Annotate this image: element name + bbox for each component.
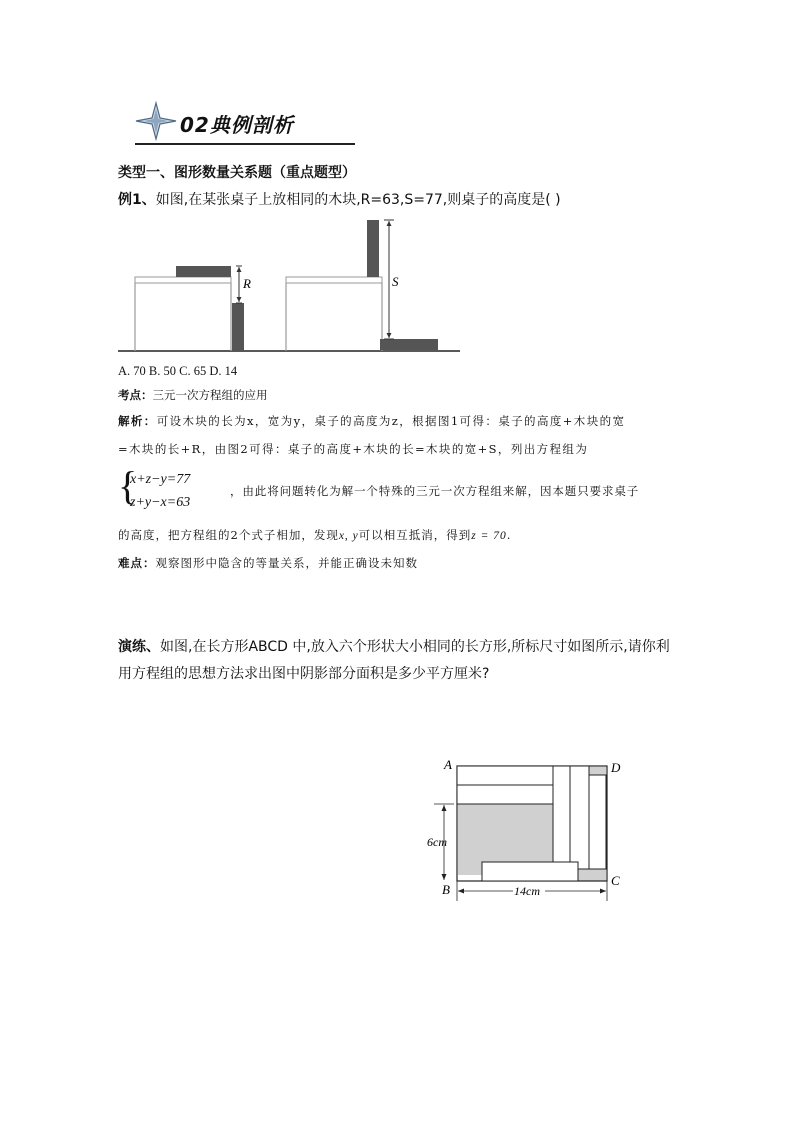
example1-figure <box>118 215 463 355</box>
equation-brace: { <box>118 463 138 508</box>
nandian-label: 难点： <box>118 556 156 570</box>
compass-star-icon <box>134 101 178 141</box>
nandian-text: 观察图形中隐含的等量关系，并能正确设未知数 <box>155 556 418 570</box>
equation-line-1: x+z−y=77 <box>130 472 191 487</box>
example1-question: 如图,在某张桌子上放相同的木块,R=63,S=77,则桌子的高度是( ) <box>155 192 561 208</box>
kaodian-text: 三元一次方程组的应用 <box>152 388 268 402</box>
jiexi-line-2: =木块的长+R，由图2可得：桌子的高度+木块的长=木块的宽+S，列出方程组为 <box>118 442 589 456</box>
equation-system <box>118 463 228 516</box>
kaodian-line <box>118 390 268 402</box>
nandian-line <box>118 558 418 570</box>
shaded-region-bottom-right <box>578 869 606 881</box>
vertex-c: C <box>611 873 620 888</box>
practice-label: 演练、 <box>118 639 160 655</box>
figure1-table <box>135 266 251 351</box>
example1-question-line <box>118 189 561 209</box>
jiexi-text-4a: 的高度，把方程组的2个式子相加，发现 <box>118 528 339 542</box>
example1-label: 例1、 <box>118 192 156 208</box>
jiexi-label: 解析： <box>118 414 157 428</box>
figure-label-height: 6cm <box>427 835 447 849</box>
jiexi-line-3: ，由此将问题转化为解一个特殊的三元一次方程组来解，因本题只要求桌子 <box>230 484 640 498</box>
figure-label-width: 14cm <box>514 884 540 898</box>
jiexi-end: . <box>506 528 512 542</box>
vertex-b: B <box>442 882 450 897</box>
figure2-table <box>286 220 438 351</box>
header-title: 02典例剖析 <box>180 113 294 137</box>
figure-label-s: S <box>392 274 399 289</box>
jiexi-text-1: 可设木块的长为x，宽为y，桌子的高度为z，根据图1可得：桌子的高度+木块的宽 <box>156 414 626 428</box>
shaded-region-top-right <box>589 767 606 775</box>
jiexi-line-1 <box>118 416 680 428</box>
vertex-a: A <box>444 757 452 772</box>
jiexi-text-4b: 可以相互抵消，得到 <box>358 528 472 542</box>
figure-label-r: R <box>243 276 251 291</box>
vertex-d: D <box>611 760 621 775</box>
example1-choices: A. 70 B. 50 C. 65 D. 14 <box>118 364 238 378</box>
practice-text: 如图,在长方形ABCD 中,放入六个形状大小相同的长方形,所标尺寸如图所示,请你利用方程组的思想方法求出图中阴影部分面积是多少平方厘米? <box>118 639 670 682</box>
header-rule <box>135 143 355 145</box>
practice-figure <box>410 755 635 905</box>
jiexi-vars: x, y <box>338 530 359 542</box>
practice-question <box>118 634 680 688</box>
equation-line-2: z+y−x=63 <box>130 495 191 510</box>
kaodian-label: 考点： <box>118 388 153 402</box>
jiexi-line-4 <box>118 530 680 543</box>
section-heading: 类型一、图形数量关系题（重点题型） <box>118 165 356 181</box>
jiexi-result: z = 70 <box>471 530 507 542</box>
